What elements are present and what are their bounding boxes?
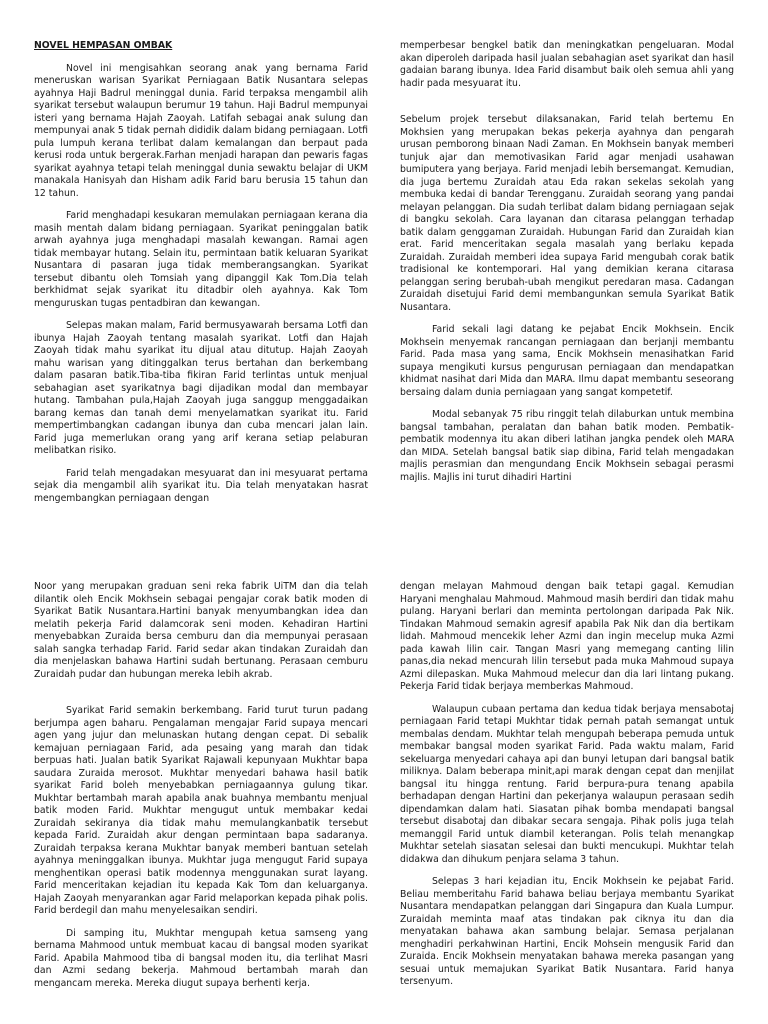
- paragraph: Walaupun cubaan pertama dan kedua tidak berjaya mensabotaj perniagaan Farid tetapi Mukhtar tidak pernah patah semangat untuk membalas dendam. Mukhtar telah mengupah beberapa pemuda untuk membakar bangsal moden syarikat Farid. Pada waktu malam, Farid sekeluarga menyedari cahaya api dan bunyi letupan dari bangsal batik miliknya. Dalam beberapa minit,api marak dengan cepat dan menjilat bangsal itu hingga rentung. Farid berpura-pura tenang apabila berhadapan dengan Hartini dan pekerjanya walaupun perasaan sedih dipendamkan dalam hati. Siasatan pihak bomba mendapati bangsal tersebut disabotaj dan dibakar secara sengaja. Pihak polis juga telah memanggil Farid untuk diambil keterangan. Polis telah menangkap Mukhtar setelah siasatan selesai dan bukti mencukupi. Mukhtar telah didakwa dan dihukum penjara selama 3 tahun.: [400, 703, 734, 865]
- paragraph: Selepas makan malam, Farid bermusyawarah bersama Lotfi dan ibunya Hajah Zaoyah tentang masalah syarikat. Lotfi dan Hajah Zaoyah tidak mahu syarikat itu dijual atau ditutup. Hajah Zaoyah mahu warisan yang ditinggalkan terus bertahan dan berkembang dalam pasaran batik.Tiba-tiba fikiran Farid terlintas untuk menjual sebahagian aset syarikatnya bagi dijadikan modal dan membayar hutang. Tambahan pula,Hajah Zaoyah juga sanggup menggadaikan barang kemas dan tanah demi menyelamatkan syarikat itu. Farid mempertimbangkan cadangan ibunya dan cuba mencari jalan lain. Farid juga memerlukan orang yang arif kerana setiap pelaburan melibatkan risiko.: [34, 320, 368, 456]
- document-title: NOVEL HEMPASAN OMBAK: [34, 40, 173, 51]
- paragraph: Farid telah mengadakan mesyuarat dan ini mesyuarat pertama sejak dia mengambil alih syarikat itu. Dia telah menyatakan hasrat mengembangkan perniagaan dengan: [34, 467, 368, 504]
- paragraph: Selepas 3 hari kejadian itu, Encik Mokhsein ke pejabat Farid. Beliau memberitahu Farid bahawa beliau berjaya membantu Syarikat Nusantara mendapatkan pelanggan dari Singapura dan Kuala Lumpur. Zuraidah meminta maaf atas tindakan pak ciknya itu dan dia menyatakan bahawa akan sambung belajar. Semasa perjalanan menghadiri perkahwinan Hartini, Encik Mohsein mengusik Farid dan Zuraida. Encik Mokhsein menyatakan bahawa mereka pasangan yang sesuai untuk memajukan Syarikat Batik Nusantara. Farid hanya tersenyum.: [400, 876, 734, 987]
- paragraph: Di samping itu, Mukhtar mengupah ketua samseng yang bernama Mahmood untuk membuat kacau di bangsal moden syarikat Farid. Apabila Mahmood tiba di bangsal moden itu, dia terlihat Masri dan Azmi sedang bekerja. Mahmoud bertambah marah dan mengancam mereka. Mereka diugut supaya berhenti kerja.: [34, 927, 368, 989]
- paragraph: Novel ini mengisahkan seorang anak yang bernama Farid meneruskan warisan Syarikat Perniagaan Batik Nusantara selepas ayahnya Haji Badrul meninggal dunia. Farid terpaksa mengambil alih syarikat tersebut walaupun berumur 19 tahun. Haji Badrul mempunyai isteri yang bernama Hajah Zaoyah. Latifah sebagai anak sulung dan mempunyai anak 5 tidak pernah dididik dalam bidang perniagaan. Lotfi pula lumpuh kerana terlibat dalam kemalangan dan berpaut pada kerusi roda untuk bergerak.Farhan menjadi harapan dan pewaris fagas syarikat ayahnya tetapi telah meninggal dunia sewaktu belajar di UKM manakala Hanisyah dan Hisham adik Farid baru berusia 15 tahun dan 12 tahun.: [34, 62, 368, 199]
- paragraph: Syarikat Farid semakin berkembang. Farid turut turun padang berjumpa agen baharu. Pengalaman mengajar Farid supaya mencari agen yang jujur dan melunaskan hutang dengan cepat. Di sebalik kemajuan perniagaan Farid, ada pesaing yang marah dan tidak berpuas hati. Jualan batik Syarikat Rajawali kepunyaan Mukhtar bapa saudara Zuraida merosot. Mukhtar menyedari bahawa hasil batik syarikat Farid boleh menyebabkan perniagaannya gulung tikar. Mukhtar bertambah marah apabila anak buahnya membantu menjual batik moden Farid. Mukhtar mengugut untuk membakar kedai Zuraidah sekiranya dia tidak mahu memulangkanbatik tersebut kepada Farid. Zuraidah akur dengan permintaan bapa sadaranya. Zuraidah terpaksa kerana Mukhtar banyak memberi bantuan setelah ayahnya meninggalkan ibunya. Mukhtar juga mengugut Farid supaya menghentikan operasi batik modennya menggunakan surat layang. Farid menceritakan kejadian itu kepada Kak Tom dan keluarganya. Hajah Zaoyah menyarankan agar Farid melaporkan kepada pihak polis. Farid berdegil dan mahu menyelesaikan sendiri.: [34, 705, 368, 916]
- column-top-left: [34, 40, 368, 515]
- paragraph: Sebelum projek tersebut dilaksanakan, Farid telah bertemu En Mokhsien yang merupakan bekas pekerja ayahnya dan pengarah urusan pemborong binaan Nadi Zaman. En Mokhsein banyak memberi tunjuk ajar dan memotivasikan Farid agar menjadi usahawan bumiputera yang berjaya. Farid menjadi lebih bersemangat. Kemudian, dia juga bertemu Zuraidah atau Eda rakan sekelas sekolah yang membuka kedai di bandar Terengganu. Zuraidah seorang yang pandai melayan pelanggan. Dia sudah terlibat dalam bidang perniagaan sejak di bangku sekolah. Cara layanan dan citarasa pelanggan terhadap batik dalam genggaman Zuraidah. Hubungan Farid dan Zuraidah kian erat. Farid menceritakan segala masalah yang berlaku kepada Zuraidah. Zuraidah memberi idea supaya Farid mengubah corak batik tradisional ke kontemporari. Hal yang demikian kerana citarasa pelanggan sering berubah-ubah mengikut peredaran masa. Cadangan Zuraidah disetujui Farid demi membangunkan semula Syarikat Batik Nusantara.: [400, 114, 734, 313]
- column-bottom-right: [400, 581, 734, 999]
- paragraph-continued: Noor yang merupakan graduan seni reka fabrik UiTM dan dia telah dilantik oleh Encik Mokhsein sebagai pengajar corak batik moden di Syarikat Batik Nusantara.Hartini banyak menyumbangkan idea dan melatih pekerja Farid dalamcorak seni moden. Kehadiran Hartini menyebabkan Zuraida bersa cemburu dan dia mempunyai perasaan salah sangka terhadap Farid. Farid sedar akan tindakan Zuraidah dan dia menjelaskan bahawa Hartini sudah bertunang. Perasaan cemburu Zuraidah pudar dan hubungan mereka lebih akrab.: [34, 581, 368, 680]
- column-top-right: [400, 40, 734, 494]
- paragraph: Farid sekali lagi datang ke pejabat Encik Mokhsein. Encik Mokhsein menyemak rancangan perniagaan dan berjanji membantu Farid. Pada masa yang sama, Encik Mokhsein menasihatkan Farid supaya mengikuti kursus pengurusan perniagaan dan mendapatkan khidmat nasihat dari Mida dan MARA. Ilmu dapat membantu seseorang bersaing dalam dunia perniagaan yang sangat kompetetif.: [400, 324, 734, 398]
- paragraph-continued: dengan melayan Mahmoud dengan baik tetapi gagal. Kemudian Haryani menghalau Mahmoud. Mahmoud masih berdiri dan tidak mahu pulang. Haryani berlari dan meminta pertolongan daripada Pak Nik. Tindakan Mahmoud semakin agresif apabila Pak Nik dan dia bertikam lidah. Mahmoud mencekik leher Azmi dan ingin mecelup muka Azmi pada kawah lilin cair. Tangan Masri yang memegang canting lilin panas,dia nekad mencurah lilin tersebut pada muka Mahmoud supaya Azmi dilepaskan. Muka Mahmoud melecur dan dia lari lintang pukang. Pekerja Farid tidak berjaya memberkas Mahmoud.: [400, 581, 734, 692]
- paragraph: Farid menghadapi kesukaran memulakan perniagaan kerana dia masih mentah dalam bidang perniagaan. Syarikat peninggalan batik arwah ayahnya juga menghadapi masalah kewangan. Ramai agen tidak membayar hutang. Selain itu, permintaan batik keluaran Syarikat Nusantara di pasaran juga tidak memberangsangkan. Syarikat tersebut dibantu oleh Tomsiah yang dipanggil Kak Tom.Dia telah berkhidmat sejak syarikat itu ditadbir oleh ayahnya. Kak Tom menguruskan tugas pentadbiran dan kewangan.: [34, 210, 368, 309]
- paragraph-continued: memperbesar bengkel batik dan meningkatkan pengeluaran. Modal akan diperoleh daripada hasil jualan sebahagian aset syarikat dan hasil gadaian barang ibunya. Idea Farid disambut baik oleh semua ahli yang hadir pada mesyuarat itu.: [400, 40, 734, 89]
- paragraph: Modal sebanyak 75 ribu ringgit telah dilaburkan untuk membina bangsal tambahan, peralatan dan bahan batik moden. Pembatik-pembatik modennya itu akan diberi latihan jangka pendek oleh MARA dan MIDA. Setelah bangsal batik siap dibina, Farid telah mengadakan majlis perasmian dan mengundang Encik Mokhsein sebagai perasmi majlis. Majlis ini turut dihadiri Hartini: [400, 409, 734, 483]
- column-bottom-left: [34, 581, 368, 1000]
